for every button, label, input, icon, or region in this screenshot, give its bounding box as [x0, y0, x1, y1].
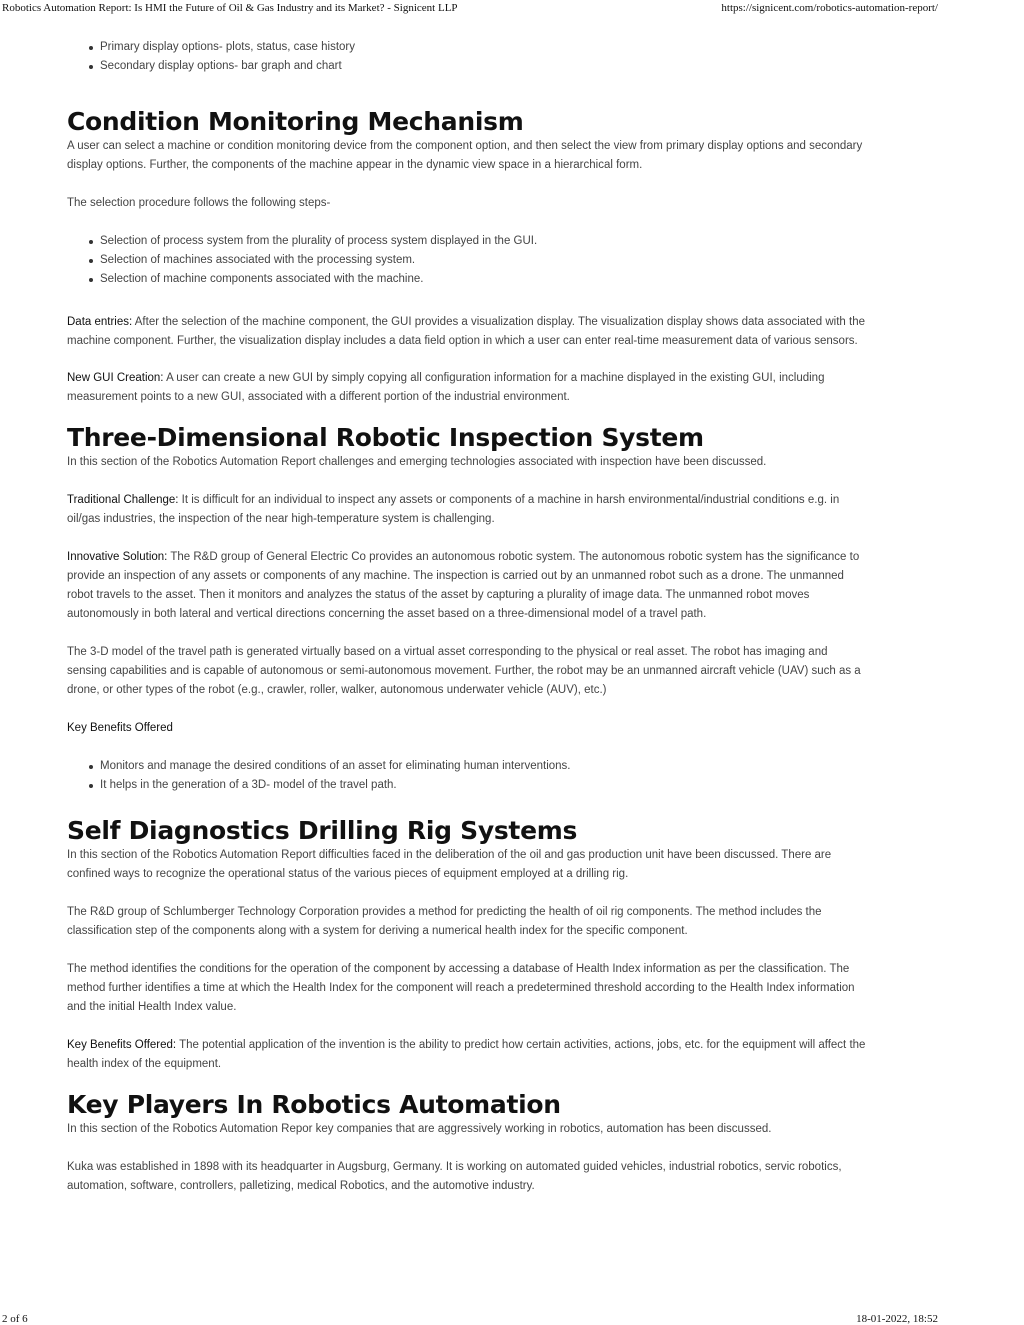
paragraph: The selection procedure follows the following steps-: [67, 197, 331, 209]
list-item: Selection of process system from the plurality of process system displayed in the GUI.: [100, 232, 869, 251]
solution-label: Innovative Solution:: [67, 551, 168, 563]
paragraph: The 3-D model of the travel path is generated virtually based on a virtual asset corresponding to the physical or real asset. The robot has imaging and sensing capabilities and is capable of autonomous or semi-autonomous movement. Further, the robot may be an unmanned aircraft vehicle (UAV) such as a drone, or other types of the robot (e.g., crawler, roller, walker, autonomous underwater vehicle (AUV), etc.): [67, 646, 861, 696]
paragraph-key-benefits: [67, 1036, 869, 1074]
key-benefits-label: Key Benefits Offered:: [67, 1039, 177, 1051]
data-entries-label: Data entries:: [67, 316, 133, 328]
section-heading-3d-inspection: Three-Dimensional Robotic Inspection System: [67, 423, 704, 452]
list-item: Selection of machines associated with the processing system.: [100, 251, 869, 270]
section-heading-key-players: Key Players In Robotics Automation: [67, 1090, 561, 1119]
key-benefits-text: The potential application of the invention is the ability to predict how certain activities, actions, jobs, etc. for the equipment will affect the health index of the equipment.: [67, 1039, 866, 1070]
print-datetime: 18-01-2022, 18:52: [856, 1313, 938, 1325]
paragraph: The method identifies the conditions for the operation of the component by accessing a database of Health Index information as per the classification. The method further identifies a time at which the Health Index for the component will reach a predetermined threshold according to the Health Index information and the initial Health Index value.: [67, 963, 855, 1013]
header-title: Robotics Automation Report: Is HMI the Future of Oil & Gas Industry and its Market? - Signicent LLP: [2, 2, 458, 14]
data-entries-text: After the selection of the machine component, the GUI provides a visualization display. The visualization display shows data associated with the machine component. Further, the visualization display includes a data field option in which a user can enter real-time measurement data of various sensors.: [67, 316, 865, 347]
solution-text: The R&D group of General Electric Co provides an autonomous robotic system. The autonomous robotic system has the significance to provide an inspection of any assets or components of any machine. The inspection is carried out by an unmanned robot such as a drone. The unmanned robot travels to the asset. Then it monitors and analyzes the status of the asset by capturing a plurality of image data. The unmanned robot moves autonomously in both lateral and vertical directions concerning the asset based on a three-dimensional model of a travel path.: [67, 551, 860, 620]
header-url[interactable]: https://signicent.com/robotics-automation-report/: [721, 2, 938, 14]
paragraph: Kuka was established in 1898 with its headquarter in Augsburg, Germany. It is working on automated guided vehicles, industrial robotics, servic robotics, automation, software, controllers, palletizing, medical Robotics, and the automotive industry.: [67, 1161, 842, 1192]
page-number: 2 of 6: [2, 1313, 28, 1325]
paragraph: In this section of the Robotics Automation Report difficulties faced in the deliberation of the oil and gas production unit have been discussed. There are confined ways to recognize the operational status of the various pieces of equipment employed at a drilling rig.: [67, 849, 832, 880]
print-footer: [2, 1313, 938, 1325]
paragraph: The R&D group of Schlumberger Technology Corporation provides a method for predicting the health of oil rig components. The method includes the classification step of the components along with a system for deriving a numerical health index for the specific component.: [67, 906, 822, 937]
paragraph-innovative-solution: [67, 548, 869, 624]
list-item: Selection of machine components associated with the machine.: [100, 270, 869, 289]
intro-list: [67, 38, 869, 76]
key-benefits-list: [67, 757, 869, 795]
new-gui-label: New GUI Creation:: [67, 372, 164, 384]
paragraph-data-entries: [67, 313, 869, 351]
list-item: Secondary display options- bar graph and chart: [100, 57, 869, 76]
paragraph: In this section of the Robotics Automation Repor key companies that are aggressively working in robotics, automation has been discussed.: [67, 1123, 772, 1135]
section-heading-condition-monitoring: Condition Monitoring Mechanism: [67, 107, 524, 136]
key-benefits-label: Key Benefits Offered: [67, 722, 173, 734]
new-gui-text: A user can create a new GUI by simply copying all configuration information for a machine displayed in the existing GUI, including measurement points to a new GUI, associated with a different portion of the industrial environment.: [67, 372, 825, 403]
paragraph-new-gui: [67, 369, 869, 407]
paragraph-traditional-challenge: [67, 491, 869, 529]
section-heading-self-diagnostics: Self Diagnostics Drilling Rig Systems: [67, 816, 578, 845]
challenge-label: Traditional Challenge:: [67, 494, 179, 506]
paragraph: A user can select a machine or condition monitoring device from the component option, and then select the view from primary display options and secondary display options. Further, the components of the machine appear in the dynamic view space in a hierarchical form.: [67, 140, 863, 171]
list-item: Monitors and manage the desired conditions of an asset for eliminating human interventions.: [100, 757, 869, 776]
list-item: It helps in the generation of a 3D- model of the travel path.: [100, 776, 869, 795]
list-item: Primary display options- plots, status, case history: [100, 38, 869, 57]
article-content: [67, 38, 869, 1196]
challenge-text: It is difficult for an individual to inspect any assets or components of a machine in harsh environmental/industrial conditions e.g. in oil/gas industries, the inspection of the near high-temperature system is challenging.: [67, 494, 840, 525]
print-header: [2, 2, 938, 14]
selection-steps-list: [67, 232, 869, 289]
paragraph: In this section of the Robotics Automation Report challenges and emerging technologies associated with inspection have been discussed.: [67, 456, 767, 468]
